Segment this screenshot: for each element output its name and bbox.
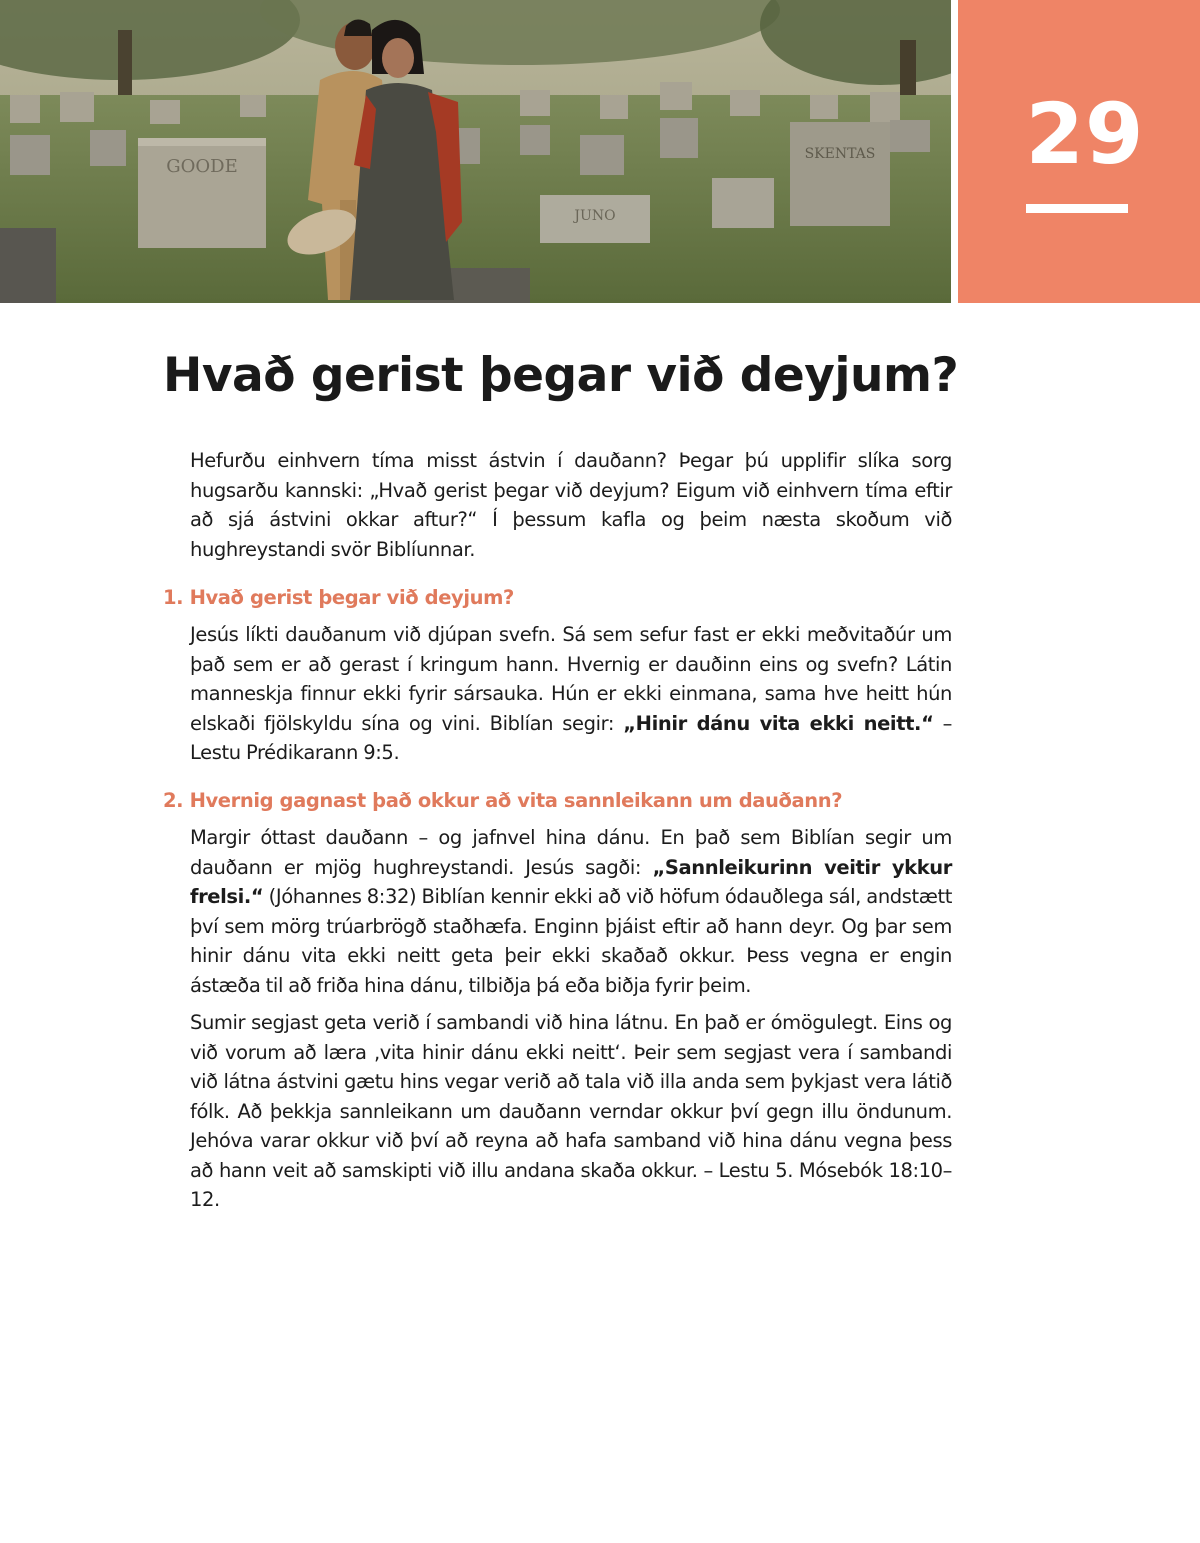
chapter-underline xyxy=(1026,204,1128,213)
section-1-heading: 1. Hvað gerist þegar við deyjum? xyxy=(163,586,514,609)
section-1-paragraph xyxy=(190,620,952,768)
section-2-paragraph-1 xyxy=(190,823,952,1000)
section-2-heading: 2. Hvernig gagnast það okkur að vita sannleikann um dauðann? xyxy=(163,789,843,812)
section-1-body xyxy=(190,620,952,768)
chapter-number-box xyxy=(958,0,1200,303)
section-1-text-before: Jesús líkti dauðanum við djúpan svefn. Sá sem sefur fast er ekki meðvitaðúr um það sem er að gerast í kringum hann. Hvernig er dauðinn eins og svefn? Látin manneskja finnur ekki fyrir sársauka. Hún er ekki einmana, sama hve heitt hún elskaði fjölskyldu sína og vini. Biblían segir: xyxy=(190,623,952,735)
intro-section xyxy=(190,446,952,564)
headstone-right-text: SKENTAS xyxy=(804,146,876,162)
intro-paragraph: Hefurðu einhvern tíma misst ástvin í dauðann? Þegar þú upplifir slíka sorg hugsarðu kannski: „Hvað gerist þegar við deyjum? Eigum við einhvern tíma eftir að sjá ástvini okkar aftur?“ Í þessum kafla og þeim næsta skoðum við hughreystandi svör Biblíunnar. xyxy=(190,449,952,561)
header-photo xyxy=(0,0,951,303)
section-1-quote: „Hinir dánu vita ekki neitt.“ xyxy=(623,711,934,735)
section-2-text-after: (Jóhannes 8:32) Biblían kennir ekki að við höfum ódauðlega sál, andstætt því sem mörg trúarbrögð staðhæfa. Enginn þjáist eftir að hann deyr. Og þar sem hinir dánu vita ekki neitt geta þeir ekki skaðað okkur. Þess vegna er engin ástæða til að friða hina dánu, tilbiðja þá eða biðja fyrir þeim. xyxy=(190,885,952,997)
section-2-body xyxy=(190,823,952,1215)
chapter-number: 29 xyxy=(1025,85,1145,183)
section-1-text-after: – Lestu Prédikarann 9:5. xyxy=(190,711,952,764)
page-title: Hvað gerist þegar við deyjum? xyxy=(163,348,959,403)
headstone-goode-text: GOODE xyxy=(166,156,238,177)
section-2-paragraph-2: Sumir segjast geta verið í sambandi við hina látnu. En það er ómögulegt. Eins og við vorum að læra ‚vita hinir dánu ekki neitt‘. Þeir sem segjast vera í sambandi við látna ástvini gætu hins vegar verið að tala við illa anda sem þykjast vera látið fólk. Að þekkja sannleikann um dauðann verndar okkur því gegn illu öndunum. Jehóva varar okkur við því að reyna að hafa samband við hina dánu vegna þess að hann veit að samskipti við illu andana skaða okkur. – Lestu 5. Mósebók 18:10–12. xyxy=(190,1011,952,1211)
section-2-quote: „Sannleikurinn veitir ykkur frelsi.“ xyxy=(190,855,952,908)
headstone-juno-text: JUNO xyxy=(574,208,616,224)
section-2-text-before: Margir óttast dauðann – og jafnvel hina dánu. En það sem Biblían segir um dauðann er mjög hughreystandi. Jesús sagði: xyxy=(190,826,952,879)
